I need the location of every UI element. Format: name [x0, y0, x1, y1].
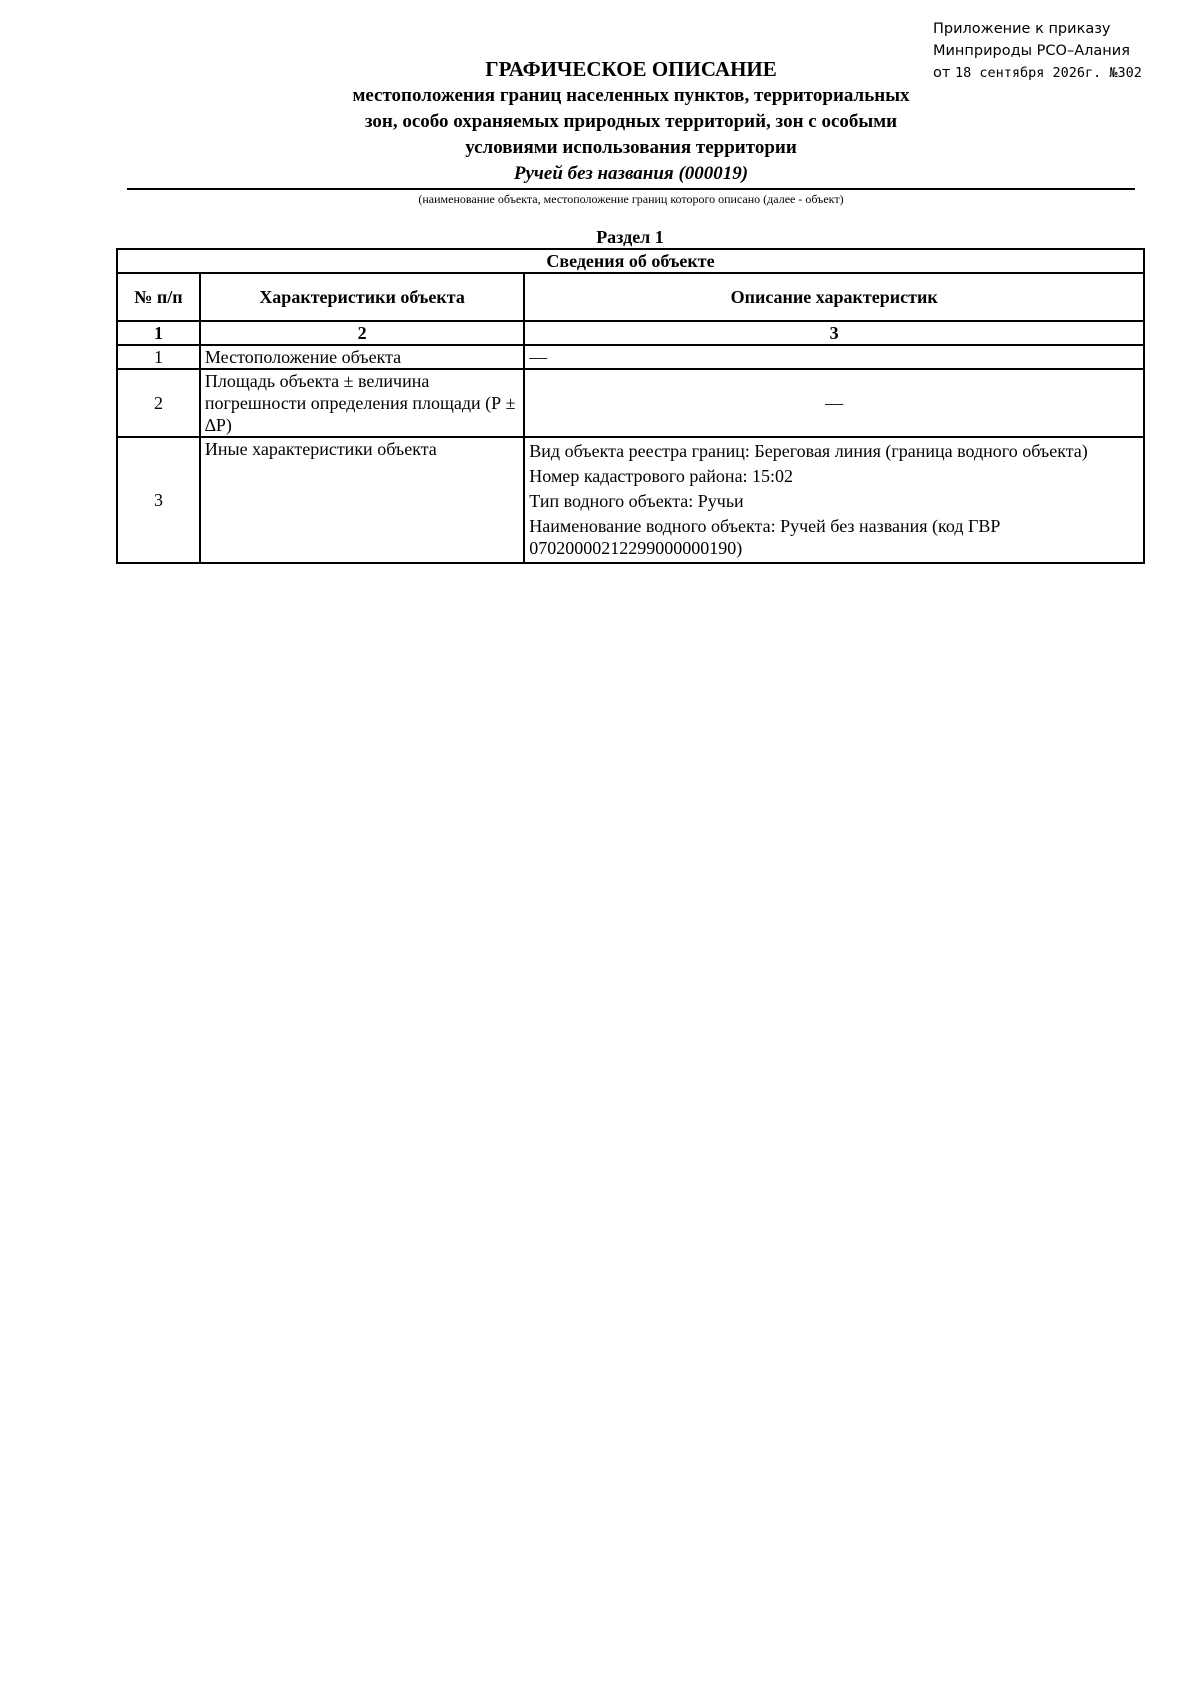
- stamp-line-2: Минприроды РСО–Алания: [933, 43, 1130, 59]
- row-1-description: —: [524, 345, 1144, 369]
- row-3-description-line-2: Номер кадастрового района: 15:02: [529, 466, 794, 486]
- row-3-description: [524, 437, 1144, 563]
- column-number-2: 2: [200, 321, 524, 345]
- stamp-date-prefix: от: [933, 65, 951, 81]
- table-title: Сведения об объекте: [117, 249, 1144, 273]
- stamp-line-1: Приложение к приказу: [933, 21, 1111, 37]
- table-row: [117, 369, 1144, 437]
- row-1-num: 1: [117, 345, 200, 369]
- stamp-date: 18 сентября 2026г. №302: [954, 65, 1142, 81]
- table-row: [117, 345, 1144, 369]
- row-3-num: 3: [117, 437, 200, 563]
- header-description: Описание характеристик: [524, 273, 1144, 321]
- table-title-row: [117, 249, 1144, 273]
- row-2-description: —: [524, 369, 1144, 437]
- document-title: ГРАФИЧЕСКОЕ ОПИСАНИЕ: [485, 57, 777, 81]
- document-subtitle-line-3: условиями использования территории: [465, 137, 797, 158]
- column-number-row: [117, 321, 1144, 345]
- document-subtitle-line-1: местоположения границ населенных пунктов, территориальных: [352, 85, 910, 106]
- row-3-description-line-1: Вид объекта реестра границ: Береговая линия (граница водного объекта): [529, 441, 1088, 461]
- row-3-description-line-4: Наименование водного объекта: Ручей без названия (код ГВР 07020000212299000000190): [529, 516, 1001, 558]
- table-row: [117, 437, 1144, 563]
- header-characteristic: Характеристики объекта: [200, 273, 524, 321]
- row-3-characteristic: Иные характеристики объекта: [200, 437, 524, 563]
- object-info-table: [116, 248, 1145, 564]
- object-name: Ручей без названия (000019): [513, 163, 749, 184]
- table-header-row: [117, 273, 1144, 321]
- row-2-characteristic: Площадь объекта ± величина погрешности определения площади (Р ± ∆Р): [200, 369, 524, 437]
- row-3-description-line-3: Тип водного объекта: Ручьи: [529, 491, 744, 511]
- object-name-underline: [127, 188, 1135, 190]
- section-title: Раздел 1: [596, 227, 664, 247]
- row-2-num: 2: [117, 369, 200, 437]
- row-1-characteristic: Местоположение объекта: [200, 345, 524, 369]
- column-number-1: 1: [117, 321, 200, 345]
- column-number-3: 3: [524, 321, 1144, 345]
- document-subtitle-line-2: зон, особо охраняемых природных территорий, зон с особыми: [364, 111, 898, 132]
- object-name-caption: (наименование объекта, местоположение границ которого описано (далее - объект): [418, 192, 844, 206]
- header-num: № п/п: [117, 273, 200, 321]
- document-title-block: [127, 56, 1135, 186]
